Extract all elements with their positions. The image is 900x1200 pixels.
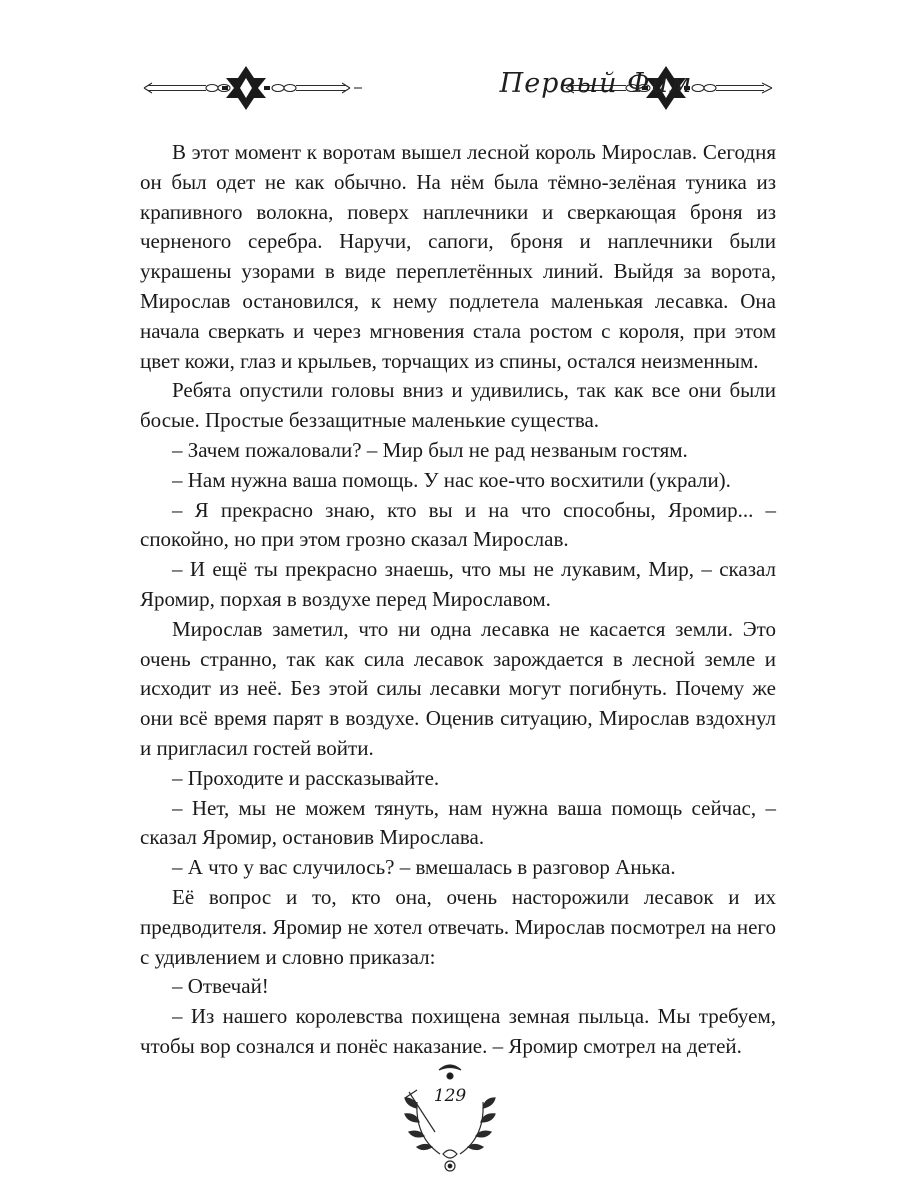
dialog-line: – И ещё ты прекрасно знаешь, что мы не лукавим, Мир, – сказал Яромир, порхая в воздухе перед Мирославом.: [140, 557, 776, 611]
dialog-line: – Проходите и рассказывайте.: [172, 765, 440, 790]
wreath-ornament-icon: [395, 1062, 505, 1177]
dialog-line: – Нет, мы не можем тянуть, нам нужна ваша помощь сейчас, – сказал Яромир, остановив Мирослава.: [140, 795, 776, 850]
page-number: 129: [433, 1086, 467, 1106]
running-title: Первый Фим: [499, 68, 693, 99]
dialog-line: – Зачем пожаловали? – Мир был не рад незваным гостям.: [172, 437, 688, 462]
dialog-line: – Из нашего королевства похищена земная пыльца. Мы требуем, чтобы вор сознался и понёс наказание. – Яромир смотрел на детей.: [140, 1004, 776, 1058]
dialog-line: – Отвечай!: [172, 974, 269, 999]
page-footer: [395, 1062, 505, 1177]
paragraph: Её вопрос и то, кто она, очень насторожили лесавок и их предводителя. Яромир не хотел отвечать. Мирослав посмотрел на него с удивлением и словно приказал:: [140, 884, 776, 969]
paragraph: Ребята опустили головы вниз и удивились, так как все они были босые. Простые беззащитные маленькие существа.: [140, 378, 776, 433]
dialog-line: – Я прекрасно знаю, кто вы и на что способны, Яромир... – спокойно, но при этом грозно сказал Мирослав.: [140, 497, 776, 552]
paragraph: Мирослав заметил, что ни одна лесавка не касается земли. Это очень странно, так как сила лесавок зарождается в лесной земле и исходит из неё. Без этой силы лесавки могут погибнуть. Почему же они всё время парят в воздухе. Оценив ситуацию, Мирослав вздохнул и пригласил гостей войти.: [140, 616, 776, 760]
body-text: [140, 138, 776, 1062]
paragraph: В этот момент к воротам вышел лесной король Мирослав. Сегодня он был одет не как обычно. На нём была тёмно-зелёная туника из крапивного волокна, поверх наплечники и сверкающая броня из черненого серебра. Наручи, сапоги, броня и наплечники были украшены узорами в виде переплетённых линий. Выйдя за ворота, Мирослав остановился, к нему подлетела маленькая лесавка. Она начала сверкать и через мгновения стала ростом с короля, при этом цвет кожи, глаз и крыльев, торчащих из спины, остался неизменным.: [140, 140, 776, 373]
running-header: [140, 62, 776, 114]
dialog-line: – Нам нужна ваша помощь. У нас кое-что восхитили (украли).: [172, 467, 731, 492]
dialog-line: – А что у вас случилось? – вмешалась в разговор Анька.: [172, 855, 676, 880]
